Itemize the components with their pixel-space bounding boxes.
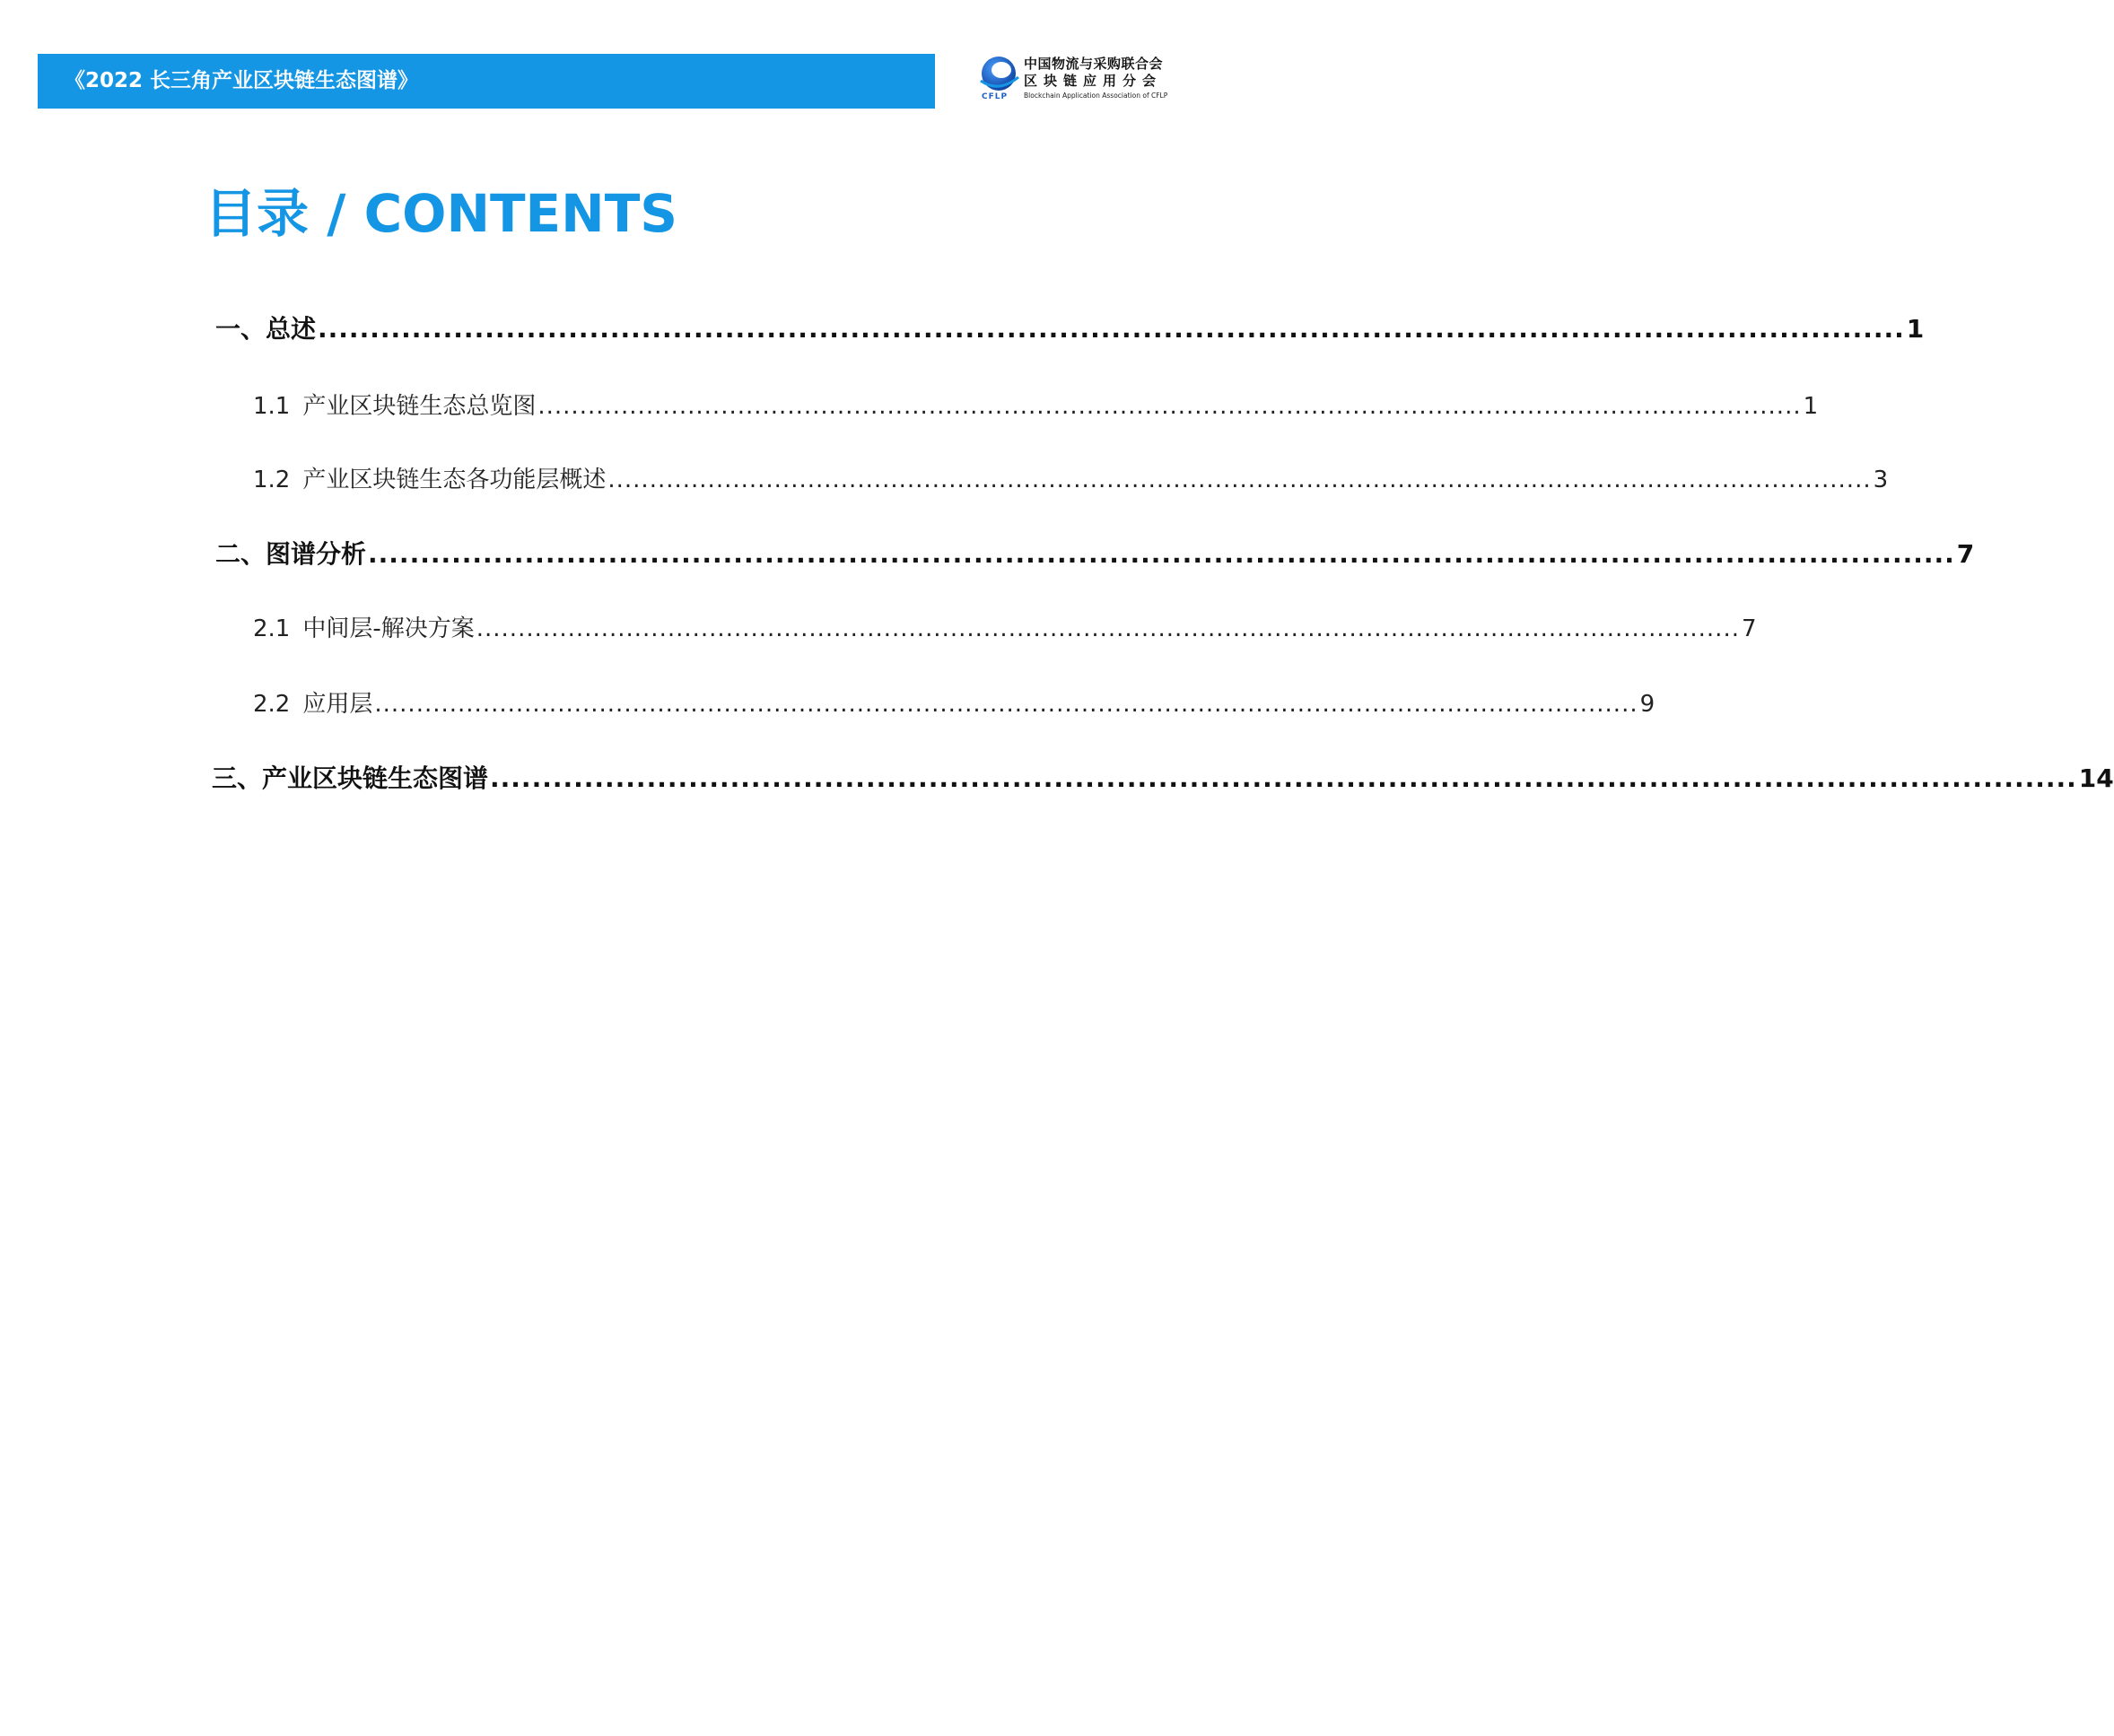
toc-leader: ........................................................................................................................................................	[490, 763, 2077, 793]
logo-abbr: CFLP	[982, 92, 1009, 101]
toc-entry-label: 产业区块链生态总览图	[302, 393, 537, 420]
toc-entry-number: 2.1	[253, 615, 291, 642]
toc-entry-page: 1	[1906, 314, 1925, 344]
toc-entry-label: 应用层	[302, 691, 373, 718]
toc-entry-number: 2.2	[253, 691, 291, 718]
toc-leader: ........................................................................................................................................................	[537, 393, 1802, 420]
toc-leader: ........................................................................................................................................................	[318, 314, 1905, 344]
toc-entry-number: 1.2	[253, 467, 291, 493]
toc-entry[interactable]	[253, 461, 1889, 494]
toc-leader: ........................................................................................................................................................	[476, 615, 1740, 642]
toc-entry-page: 14	[2078, 763, 2114, 793]
header-title: 《2022 长三角产业区块链生态图谱》	[65, 69, 419, 92]
toc-entry[interactable]	[253, 685, 1655, 719]
toc-entry[interactable]	[253, 388, 1819, 421]
toc-entry-number: 1.1	[253, 393, 291, 420]
logo-name-cn-line1: 中国物流与采购联合会	[1024, 56, 1164, 72]
toc-entry[interactable]	[215, 310, 1925, 345]
toc-entry-label: 一、总述	[215, 314, 317, 344]
toc-entry-page: 3	[1873, 467, 1889, 493]
toc-leader: ........................................................................................................................................................	[607, 467, 1872, 493]
toc-entry-page: 7	[1741, 615, 1757, 642]
toc-entry[interactable]	[212, 759, 2114, 795]
toc-leader: ........................................................................................................................................................	[368, 539, 1955, 569]
toc-entry[interactable]	[253, 610, 1757, 643]
toc-entry-label: 产业区块链生态各功能层概述	[302, 467, 607, 493]
toc-entry[interactable]	[215, 535, 1975, 571]
toc-entry-page: 1	[1803, 393, 1819, 420]
toc-entry-label: 中间层-解决方案	[302, 615, 475, 642]
toc-entry-label: 二、图谱分析	[215, 539, 367, 569]
toc-entry-page: 7	[1956, 539, 1975, 569]
logo-name-en: Blockchain Application Association of CFLP	[1024, 92, 1168, 100]
contents-title: 目录 / CONTENTS	[205, 183, 678, 244]
toc-entry-label: 三、产业区块链生态图谱	[212, 763, 489, 793]
toc-leader: ........................................................................................................................................................	[374, 691, 1638, 718]
toc-entry-page: 9	[1639, 691, 1655, 718]
logo-name-cn-line2: 区块链应用分会	[1024, 73, 1163, 89]
